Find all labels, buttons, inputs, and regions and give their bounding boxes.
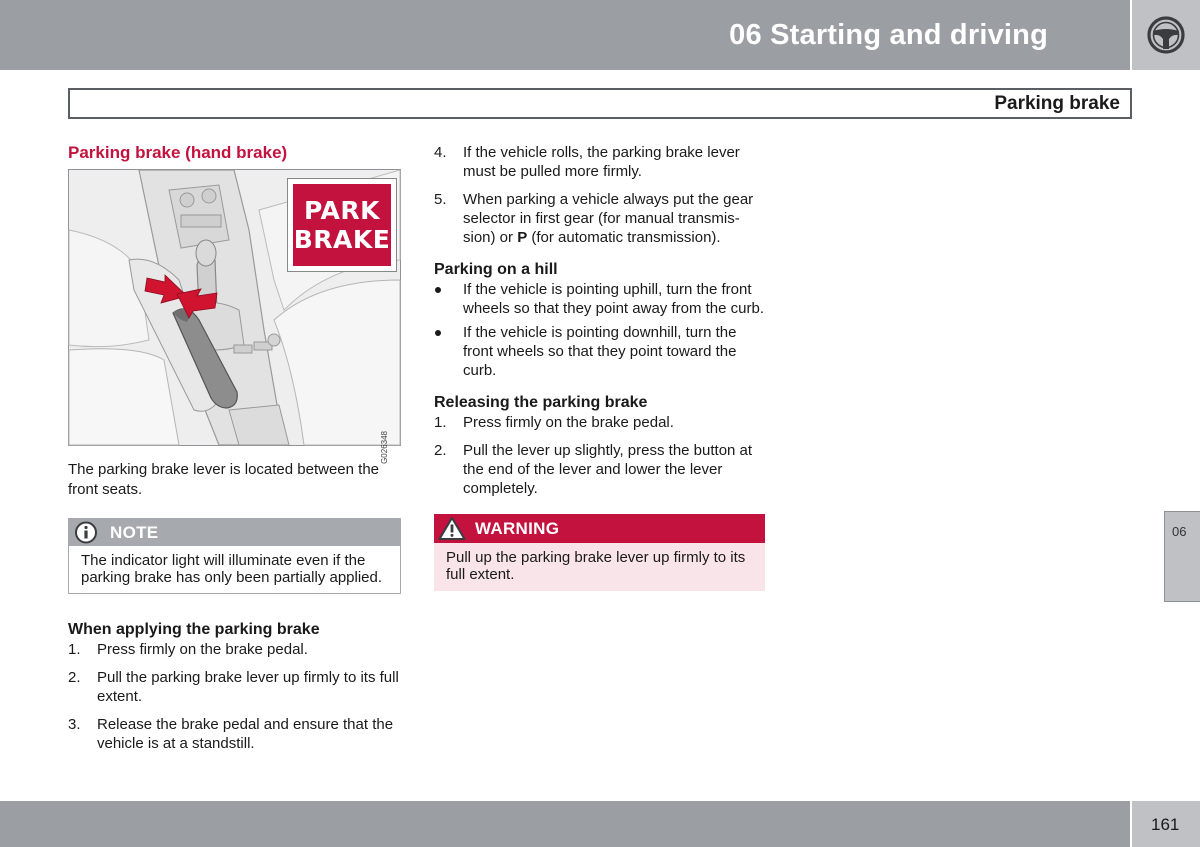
left-column bbox=[68, 143, 401, 753]
warning-text: Pull up the parking brake lever up firmly to its full extent. bbox=[446, 549, 746, 583]
warning-box bbox=[434, 514, 765, 591]
note-text: The indicator light will illuminate even if the parking brake has only been partially applied. bbox=[81, 552, 383, 586]
note-label: NOTE bbox=[110, 523, 159, 542]
list-item bbox=[68, 715, 401, 753]
step-text: If the vehicle rolls, the parking brake lever must be pulled more firmly. bbox=[463, 144, 740, 180]
list-item bbox=[434, 143, 766, 181]
step-text: When parking a vehicle always put the gear selector in first gear (for manual transmis-sion) or bbox=[463, 191, 754, 246]
info-icon bbox=[73, 521, 99, 544]
list-item bbox=[68, 640, 401, 659]
section-title: Parking brake bbox=[994, 93, 1120, 114]
chapter-side-tab bbox=[1164, 511, 1200, 602]
continued-steps bbox=[434, 143, 766, 247]
section-title-box bbox=[68, 88, 1132, 119]
list-item bbox=[434, 413, 766, 432]
step-number: 4. bbox=[434, 144, 447, 161]
releasing-heading: Releasing the parking brake bbox=[434, 394, 648, 411]
list-item bbox=[68, 668, 401, 706]
step-text: Release the brake pedal and ensure that the vehicle is at a standstill. bbox=[97, 716, 394, 752]
step-text: Pull the lever up slightly, press the button at the end of the lever and lower the lever completely. bbox=[463, 442, 753, 497]
parking-brake-illustration bbox=[68, 169, 401, 464]
step-number: 2. bbox=[68, 669, 81, 686]
step-text: Press firmly on the brake pedal. bbox=[97, 641, 308, 658]
step-number: 3. bbox=[68, 716, 81, 733]
applying-heading: When applying the parking brake bbox=[68, 621, 320, 638]
park-sign-line1: PARK bbox=[304, 196, 380, 225]
applying-steps bbox=[68, 640, 401, 753]
parking-brake-heading: Parking brake (hand brake) bbox=[68, 143, 288, 162]
footer-bar bbox=[0, 801, 1130, 847]
park-sign-line2: BRAKE bbox=[293, 225, 391, 254]
list-item bbox=[434, 190, 766, 247]
warning-label: WARNING bbox=[475, 519, 560, 538]
list-item bbox=[434, 441, 766, 498]
step-bold-text: P bbox=[517, 229, 528, 246]
step-number: 5. bbox=[434, 191, 447, 208]
chapter-tab-label: 06 bbox=[1172, 524, 1187, 539]
bullet-dot bbox=[435, 287, 441, 293]
hill-bullets bbox=[434, 280, 766, 380]
step-number: 1. bbox=[434, 414, 447, 431]
right-column bbox=[434, 143, 766, 591]
step-text: Pull the parking brake lever up firmly to its full extent. bbox=[97, 669, 399, 705]
note-box bbox=[68, 518, 401, 594]
list-item bbox=[434, 280, 766, 318]
step-number: 2. bbox=[434, 442, 447, 459]
list-item bbox=[434, 323, 766, 380]
park-brake-sign-face bbox=[293, 184, 391, 266]
hill-heading: Parking on a hill bbox=[434, 261, 558, 278]
bullet-text: If the vehicle is pointing uphill, turn the front wheels so that they point away from the curb. bbox=[463, 281, 764, 317]
chapter-header-bar bbox=[0, 0, 1130, 70]
steering-wheel-icon bbox=[1145, 16, 1187, 54]
intro-paragraph: The parking brake lever is located between the front seats. bbox=[68, 461, 380, 498]
releasing-steps bbox=[434, 413, 766, 498]
step-text: Press firmly on the brake pedal. bbox=[463, 414, 674, 431]
park-brake-warning-sign bbox=[287, 178, 397, 272]
note-header bbox=[69, 519, 400, 546]
step-text-end: (for automatic transmission). bbox=[527, 229, 721, 246]
warning-triangle-icon bbox=[438, 516, 466, 541]
page-number: 161 bbox=[1151, 815, 1180, 834]
bullet-dot bbox=[435, 330, 441, 336]
step-number: 1. bbox=[68, 641, 81, 658]
chapter-title: 06 Starting and driving bbox=[729, 19, 1048, 51]
warning-header bbox=[434, 514, 765, 543]
page-number-box bbox=[1132, 801, 1200, 847]
chapter-icon-box bbox=[1132, 0, 1200, 70]
figure-code: G026348 bbox=[380, 431, 389, 464]
bullet-text: If the vehicle is pointing downhill, turn the front wheels so that they point toward the curb. bbox=[463, 324, 737, 379]
